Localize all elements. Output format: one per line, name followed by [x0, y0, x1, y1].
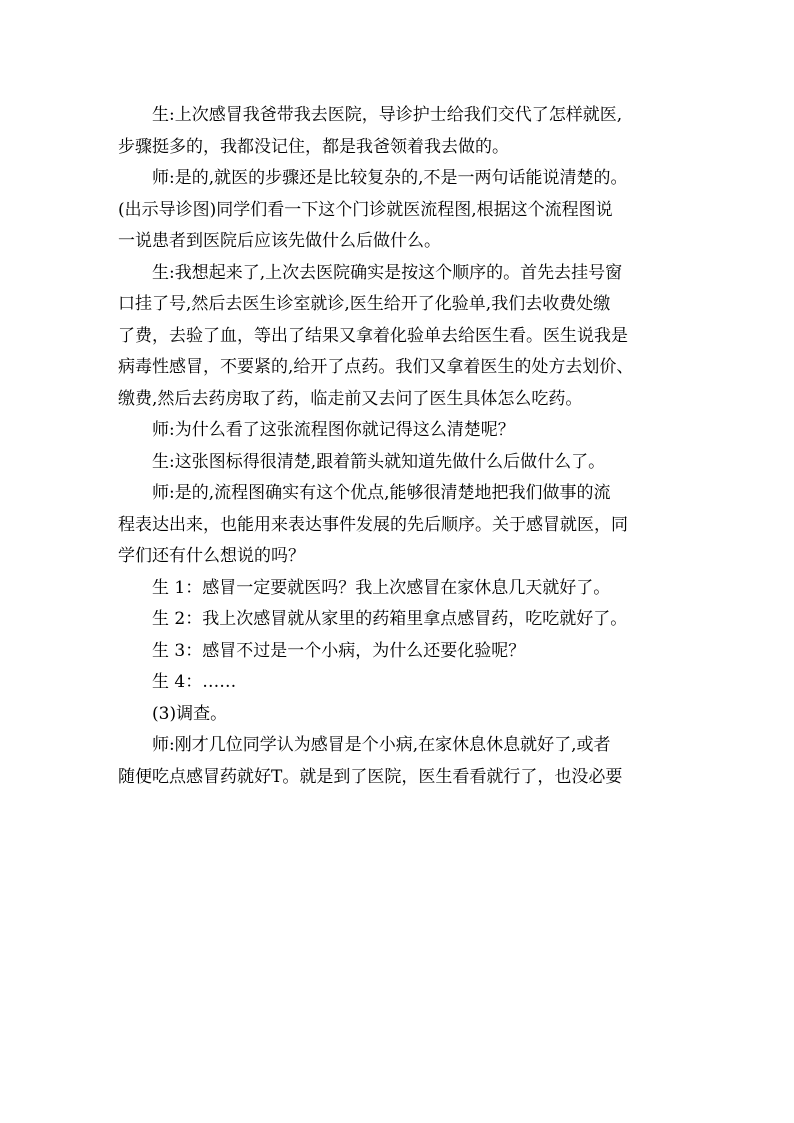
paragraph-student-4	[118, 667, 688, 699]
text-line: 了费，去验了血，等出了结果又拿着化验单去给医生看。医生说我是	[118, 325, 628, 346]
text-line: 生 4：……	[152, 672, 237, 692]
text-line: 生:这张图标得很清楚,跟着箭头就知道先做什么后做什么了。	[152, 451, 606, 472]
text-line: 生 3：感冒不过是一个小病，为什么还要化验呢？	[152, 640, 526, 661]
paragraph-teacher-question	[118, 415, 688, 447]
paragraph-student-answer	[118, 447, 688, 479]
paragraph-teacher-flowchart-advantage	[118, 478, 688, 573]
paragraph-student-describe-steps	[118, 258, 688, 416]
text-line: 缴费,然后去药房取了药，临走前又去问了医生具体怎么吃药。	[118, 388, 583, 409]
text-line: 病毒性感冒，不要紧的,给开了点药。我们又拿着医生的处方去划价、	[118, 357, 634, 377]
text-line: 师:是的,就医的步骤还是比较复杂的,不是一两句话能说清楚的。	[152, 168, 628, 188]
paragraph-student-1	[118, 573, 688, 605]
paragraph-student-3	[118, 636, 688, 668]
section-heading-survey	[118, 699, 688, 731]
text-line: 生:我想起来了,上次去医院确实是按这个顺序的。首先去挂号窗	[152, 262, 623, 283]
text-line: 随便吃点感冒药就好T。就是到了医院，医生看看就行了，也没必要	[118, 766, 623, 787]
text-line: 步骤挺多的，我都没记住，都是我爸领着我去做的。	[118, 136, 509, 157]
text-line: (3)调查。	[152, 703, 228, 724]
text-line: 程表达出来，也能用来表达事件发展的先后顺序。关于感冒就医，同	[118, 514, 628, 535]
text-line: 师:为什么看了这张流程图你就记得这么清楚呢？	[152, 420, 515, 440]
text-line: 学们还有什么想说的吗？	[118, 546, 305, 566]
paragraph-student-recall-hospital	[118, 100, 688, 163]
text-line: 口挂了号,然后去医生诊室就诊,医生给开了化验单,我们去收费处缴	[118, 294, 611, 314]
paragraph-student-2	[118, 604, 688, 636]
paragraph-teacher-show-flowchart	[118, 163, 688, 258]
dialogue-text	[118, 100, 688, 793]
paragraph-teacher-summary	[118, 730, 688, 793]
text-line: 师:刚才几位同学认为感冒是个小病,在家休息休息就好了,或者	[152, 735, 611, 755]
text-line: 一说患者到医院后应该先做什么后做什么。	[118, 231, 441, 251]
text-line: 生:上次感冒我爸带我去医院，导诊护士给我们交代了怎样就医,	[152, 105, 623, 125]
text-line: 师:是的,流程图确实有这个优点,能够很清楚地把我们做事的流	[152, 483, 611, 503]
text-line: (出示导诊图)同学们看一下这个门诊就医流程图,根据这个流程图说	[118, 199, 613, 220]
text-line: 生 1：感冒一定要就医吗？我上次感冒在家休息几天就好了。	[152, 577, 611, 598]
text-line: 生 2：我上次感冒就从家里的药箱里拿点感冒药，吃吃就好了。	[152, 609, 628, 629]
